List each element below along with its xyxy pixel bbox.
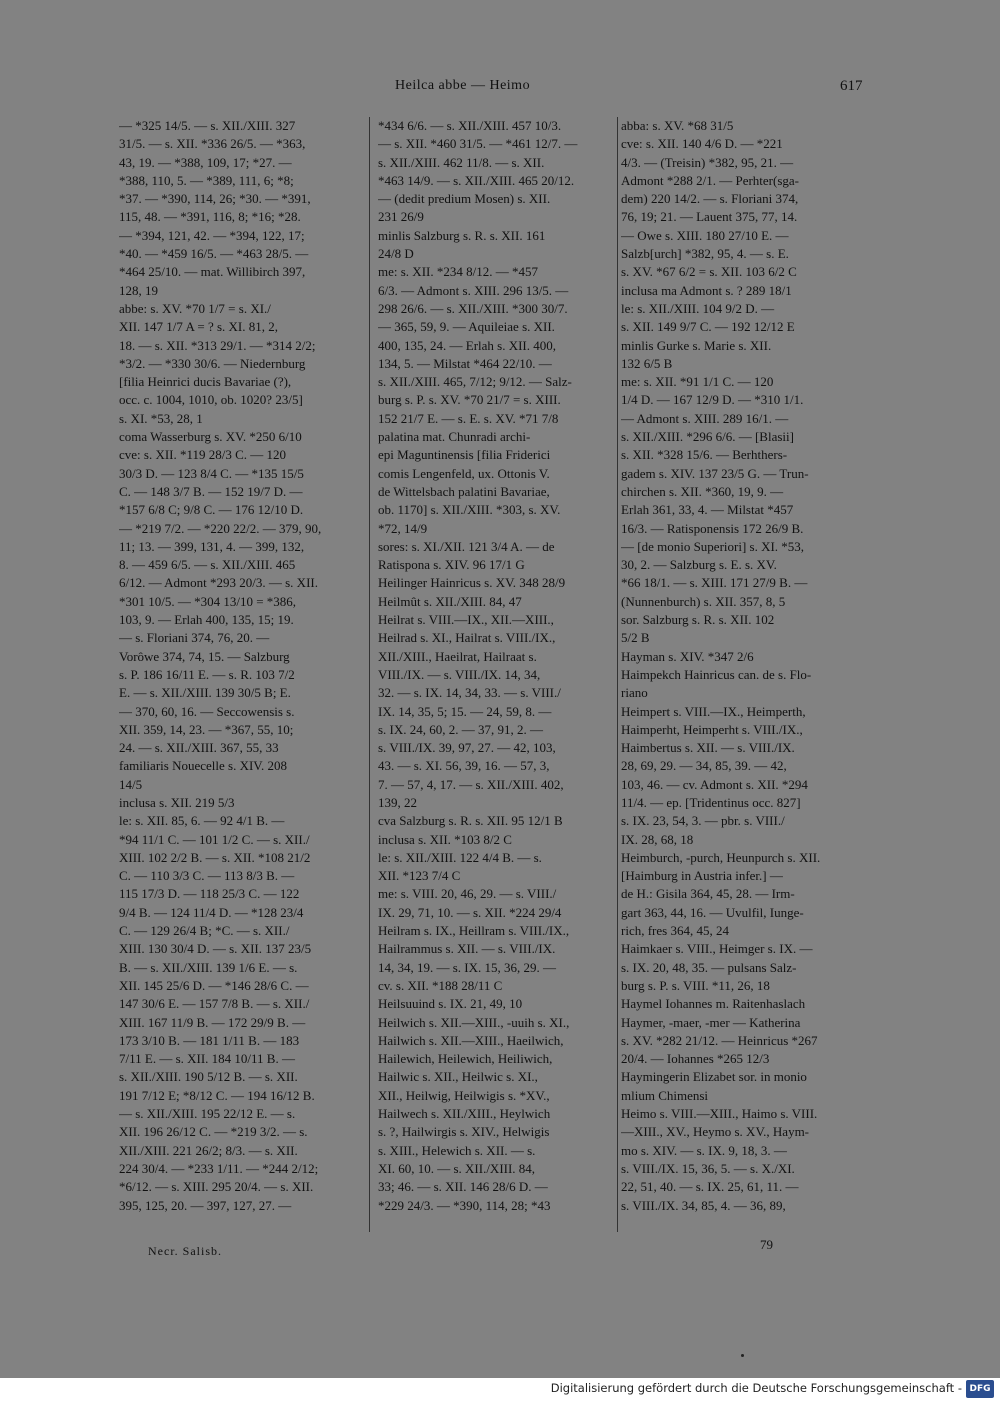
text-line: 28, 69, 29. — 34, 85, 39. — 42,	[621, 758, 787, 774]
text-line: s. VIII./IX. 39, 97, 27. — 42, 103,	[378, 740, 556, 756]
text-line: 128, 19	[119, 282, 158, 298]
text-line: 395, 125, 20. — 397, 127, 27. —	[119, 1197, 292, 1213]
text-line: 14/5	[119, 776, 143, 792]
text-line: — s. XII./XIII. 195 22/12 E. — s.	[119, 1106, 296, 1122]
text-line: le: s. XII./XIII. 104 9/2 D. —	[621, 300, 775, 316]
text-line: coma Wasserburg s. XV. *250 6/10	[119, 429, 302, 445]
text-line: 134, 5. — Milstat *464 22/10. —	[378, 355, 552, 371]
text-line: 7. — 57, 4, 17. — s. XII./XIII. 402,	[378, 776, 564, 792]
text-line: 115, 48. — *391, 116, 8; *16; *28.	[119, 209, 301, 225]
text-line: 139, 22	[378, 794, 417, 810]
text-line: s. IX. 24, 60, 2. — 37, 91, 2. —	[378, 721, 544, 737]
text-line: 43. — s. XI. 56, 39, 16. — 57, 3,	[378, 758, 550, 774]
text-line: *66 18/1. — s. XIII. 171 27/9 B. —	[621, 575, 808, 591]
text-line: Heilsuuind s. IX. 21, 49, 10	[378, 996, 523, 1012]
text-line: — (dedit predium Mosen) s. XII.	[378, 191, 551, 207]
text-line: XII./XIII. 221 26/2; 8/3. — s. XII.	[119, 1142, 298, 1158]
text-line: me: s. VIII. 20, 46, 29. — s. VIII./	[378, 886, 557, 902]
text-line: mo s. XIV. — s. IX. 9, 18, 3. —	[621, 1142, 787, 1158]
text-line: 16/3. — Ratisponensis 172 26/9 B.	[621, 520, 804, 536]
text-line: 152 21/7 E. — s. E. s. XV. *71 7/8	[378, 410, 559, 426]
text-line: s. XII./XIII. 462 11/8. — s. XII.	[378, 154, 545, 170]
text-line: 11; 13. — 399, 131, 4. — 399, 132,	[119, 538, 305, 554]
text-line: — Admont s. XIII. 289 16/1. —	[621, 410, 789, 426]
text-line: le: s. XII. 85, 6. — 92 4/1 B. —	[119, 813, 285, 829]
text-line: XII. *123 7/4 C	[378, 868, 461, 884]
text-line: Erlah 361, 33, 4. — Milstat *457	[621, 502, 794, 518]
text-line: 24/8 D	[378, 246, 414, 262]
text-line: Heilrat s. VIII.—IX., XII.—XIII.,	[378, 612, 554, 628]
text-line: 231 26/9	[378, 209, 424, 225]
text-line: *94 11/1 C. — 101 1/2 C. — s. XII./	[119, 831, 310, 847]
text-line: — Owe s. XIII. 180 27/10 E. —	[621, 227, 789, 243]
text-line: 14, 34, 19. — s. IX. 15, 36, 29. —	[378, 959, 557, 975]
text-line: s. XI. *53, 28, 1	[119, 410, 203, 426]
text-line: — [de monio Superiori] s. XI. *53,	[621, 538, 805, 554]
text-line: 5/2 B	[621, 630, 650, 646]
text-line: Hailwech s. XII./XIII., Heylwich	[378, 1106, 551, 1122]
text-line: Hailewich, Heilewich, Heiliwich,	[378, 1051, 553, 1067]
text-line: 400, 135, 24. — Erlah s. XII. 400,	[378, 337, 557, 353]
text-line: minlis Gurke s. Marie s. XII.	[621, 337, 772, 353]
text-line: Haimperht, Heimperht s. VIII./IX.,	[621, 721, 803, 737]
text-line: B. — s. XII./XIII. 139 1/6 E. — s.	[119, 959, 298, 975]
speck	[741, 1354, 744, 1357]
text-line: 30/3 D. — 123 8/4 C. — *135 15/5	[119, 465, 304, 481]
text-line: ob. 1170] s. XII./XIII. *303, s. XV.	[378, 502, 561, 518]
text-line: 43, 19. — *388, 109, 17; *27. —	[119, 154, 292, 170]
column-divider	[369, 117, 370, 1232]
text-line: *229 24/3. — *390, 114, 28; *43	[378, 1197, 551, 1213]
text-line: XII., Heilwig, Heilwigis s. *XV.,	[378, 1087, 550, 1103]
text-column-2	[378, 117, 615, 1215]
text-line: [filia Heinrici ducis Bavariae (?),	[119, 374, 292, 390]
text-line: *388, 110, 5. — *389, 111, 6; *8;	[119, 172, 294, 188]
text-line: 132 6/5 B	[621, 355, 673, 371]
text-line: Haymer, -maer, -mer — Katherina	[621, 1014, 801, 1030]
text-line: C. — 110 3/3 C. — 113 8/3 B. —	[119, 868, 295, 884]
text-line: C. — 129 26/4 B; *C. — s. XII./	[119, 923, 290, 939]
page-number: 617	[840, 78, 863, 94]
text-line: 22, 51, 40. — s. IX. 25, 61, 11. —	[621, 1179, 799, 1195]
text-line: 33; 46. — s. XII. 146 28/6 D. —	[378, 1179, 548, 1195]
text-line: *37. — *390, 114, 26; *30. — *391,	[119, 191, 311, 207]
text-line: Haimkaer s. VIII., Heimger s. IX. —	[621, 941, 813, 957]
text-line: Heimo s. VIII.—XIII., Haimo s. VIII.	[621, 1106, 818, 1122]
text-line: *463 14/9. — s. XII./XIII. 465 20/12.	[378, 172, 575, 188]
text-line: *301 10/5. — *304 13/10 = *386,	[119, 593, 297, 609]
text-line: s. ?, Hailwirgis s. XIV., Helwigis	[378, 1124, 550, 1140]
text-line: Heilmût s. XII./XIII. 84, 47	[378, 593, 522, 609]
text-line: *464 25/10. — mat. Willibirch 397,	[119, 264, 306, 280]
text-line: comis Lengenfeld, ux. Ottonis V.	[378, 465, 550, 481]
text-line: — 370, 60, 16. — Seccowensis s.	[119, 703, 295, 719]
signature-mark: 79	[760, 1237, 773, 1252]
text-line: Heimburch, -purch, Heunpurch s. XII.	[621, 849, 821, 865]
text-line: *3/2. — *330 30/6. — Niedernburg	[119, 355, 306, 371]
text-line: XII. 147 1/7 A = ? s. XI. 81, 2,	[119, 319, 278, 335]
text-line: rich, fres 364, 45, 24	[621, 923, 729, 939]
text-line: inclusa s. XII. 219 5/3	[119, 794, 235, 810]
text-line: Hailrammus s. XII. — s. VIII./IX.	[378, 941, 556, 957]
text-line: [Haimburg in Austria infer.] —	[621, 868, 783, 884]
text-line: burg s. P. s. XV. *70 21/7 = s. XIII.	[378, 392, 561, 408]
text-line: me: s. XII. *91 1/1 C. — 120	[621, 374, 774, 390]
text-line: (Nunnenburch) s. XII. 357, 8, 5	[621, 593, 786, 609]
text-line: 7/11 E. — s. XII. 184 10/11 B. —	[119, 1051, 295, 1067]
text-line: 173 3/10 B. — 181 1/11 B. — 183	[119, 1032, 300, 1048]
text-line: *434 6/6. — s. XII./XIII. 457 10/3.	[378, 118, 562, 133]
text-line: *72, 14/9	[378, 520, 428, 536]
text-line: s. XII. 149 9/7 C. — 192 12/12 E	[621, 319, 795, 335]
text-line: 30, 2. — Salzburg s. E. s. XV.	[621, 557, 777, 573]
text-line: Hayman s. XIV. *347 2/6	[621, 648, 754, 664]
text-line: Heilinger Hainricus s. XV. 348 28/9	[378, 575, 566, 591]
text-line: Admont *288 2/1. — Perhter(sga-	[621, 172, 800, 188]
text-line: sor. Salzburg s. R. s. XII. 102	[621, 612, 775, 628]
text-line: s. IX. 20, 48, 35. — pulsans Salz-	[621, 959, 797, 975]
text-line: Haymingerin Elizabet sor. in monio	[621, 1069, 807, 1085]
text-line: *40. — *459 16/5. — *463 28/5. —	[119, 246, 309, 262]
text-line: — s. Floriani 374, 76, 20. —	[119, 630, 270, 646]
text-line: me: s. XII. *234 8/12. — *457	[378, 264, 538, 280]
text-line: 103, 46. — cv. Admont s. XII. *294	[621, 776, 808, 792]
text-line: dem) 220 14/2. — s. Floriani 374,	[621, 191, 799, 207]
text-line: C. — 148 3/7 B. — 152 19/7 D. —	[119, 483, 303, 499]
text-line: burg s. P. s. VIII. *11, 26, 18	[621, 977, 770, 993]
text-line: Heilram s. IX., Heillram s. VIII./IX.,	[378, 923, 570, 939]
text-line: 18. — s. XII. *313 29/1. — *314 2/2;	[119, 337, 316, 353]
text-line: XIII. 130 30/4 D. — s. XII. 137 23/5	[119, 941, 312, 957]
text-line: — *394, 121, 42. — *394, 122, 17;	[119, 227, 305, 243]
dfg-logo: DFG	[966, 1380, 994, 1398]
text-line: 147 30/6 E. — 157 7/8 B. — s. XII./	[119, 996, 310, 1012]
text-line: Haimbertus s. XII. — s. VIII./IX.	[621, 740, 795, 756]
text-line: s. XII./XIII. *296 6/6. — [Blasii]	[621, 429, 794, 445]
text-line: sores: s. XI./XII. 121 3/4 A. — de	[378, 538, 555, 554]
text-line: 20/4. — Iohannes *265 12/3	[621, 1051, 770, 1067]
text-line: 4/3. — (Treisin) *382, 95, 21. —	[621, 154, 794, 170]
text-line: s. XII./XIII. 465, 7/12; 9/12. — Salz-	[378, 374, 572, 390]
text-line: Haymel Iohannes m. Raitenhaslach	[621, 996, 806, 1012]
text-line: 224 30/4. — *233 1/11. — *244 2/12;	[119, 1160, 319, 1176]
text-line: inclusa ma Admont s. ? 289 18/1	[621, 282, 792, 298]
text-line: palatina mat. Chunradi archi-	[378, 429, 531, 445]
text-line: Hailwich s. XII.—XIII., Haeilwich,	[378, 1032, 564, 1048]
text-line: — s. XII. *460 31/5. — *461 12/7. —	[378, 136, 578, 152]
text-line: s. XII./XIII. 190 5/12 B. — s. XII.	[119, 1069, 298, 1085]
text-line: Heilrad s. XI., Hailrat s. VIII./IX.,	[378, 630, 556, 646]
text-line: VIII./IX. — s. VIII./IX. 14, 34,	[378, 666, 541, 682]
text-line: IX. 14, 35, 5; 15. — 24, 59, 8. —	[378, 703, 552, 719]
text-line: XII. 145 25/6 D. — *146 28/6 C. —	[119, 977, 309, 993]
text-line: 8. — 459 6/5. — s. XII./XIII. 465	[119, 557, 296, 573]
text-line: s. XII. *328 15/6. — Berhthers-	[621, 447, 788, 463]
text-line: 24. — s. XII./XIII. 367, 55, 33	[119, 740, 279, 756]
text-line: 31/5. — s. XII. *336 26/5. — *363,	[119, 136, 306, 152]
text-line: occ. c. 1004, 1010, ob. 1020? 23/5]	[119, 392, 303, 408]
text-line: XIII. 167 11/9 B. — 172 29/9 B. —	[119, 1014, 306, 1030]
text-line: cv. s. XII. *188 28/11 C	[378, 977, 503, 993]
text-line: s. XV. *282 21/12. — Heinricus *267	[621, 1032, 818, 1048]
text-line: s. P. 186 16/11 E. — s. R. 103 7/2	[119, 666, 295, 682]
text-column-1	[119, 117, 359, 1215]
text-line: — *325 14/5. — s. XII./XIII. 327	[119, 118, 296, 133]
running-header: Heilca abbe — Heimo	[395, 78, 531, 93]
text-line: minlis Salzburg s. R. s. XII. 161	[378, 227, 546, 243]
text-line: IX. 28, 68, 18	[621, 831, 694, 847]
text-line: 11/4. — ep. [Tridentinus occ. 827]	[621, 794, 801, 810]
footer-source: Necr. Salisb.	[148, 1244, 222, 1258]
text-line: cve: s. XII. 140 4/6 D. — *221	[621, 136, 783, 152]
text-column-3	[621, 117, 866, 1215]
text-line: — *219 7/2. — *220 22/2. — 379, 90,	[119, 520, 322, 536]
text-line: inclusa s. XII. *103 8/2 C	[378, 831, 512, 847]
text-line: XII. 359, 14, 23. — *367, 55, 10;	[119, 721, 294, 737]
text-line: chirchen s. XII. *360, 19, 9. —	[621, 483, 784, 499]
text-line: cve: s. XII. *119 28/3 C. — 120	[119, 447, 287, 463]
text-line: s. IX. 23, 54, 3. — pbr. s. VIII./	[621, 813, 785, 829]
text-line: 191 7/12 E; *8/12 C. — 194 16/12 B.	[119, 1087, 315, 1103]
text-line: Salzb[urch] *382, 95, 4. — s. E.	[621, 246, 789, 262]
text-line: Haimpekch Hainricus can. de s. Flo-	[621, 666, 812, 682]
text-line: *6/12. — s. XIII. 295 20/4. — s. XII.	[119, 1179, 314, 1195]
column-divider	[617, 117, 618, 1232]
text-line: XII./XIII., Haeilrat, Hailraat s.	[378, 648, 537, 664]
text-line: epi Maguntinensis [filia Friderici	[378, 447, 551, 463]
text-line: s. VIII./IX. 15, 36, 5. — s. X./XI.	[621, 1160, 795, 1176]
text-line: — 365, 59, 9. — Aquileiae s. XII.	[378, 319, 555, 335]
text-line: riano	[621, 685, 648, 701]
text-line: s. XV. *67 6/2 = s. XII. 103 6/2 C	[621, 264, 797, 280]
text-line: mlium Chimensi	[621, 1087, 709, 1103]
credit-text: Digitalisierung gefördert durch die Deutsche Forschungsgemeinschaft -	[550, 1381, 962, 1395]
text-line: IX. 29, 71, 10. — s. XII. *224 29/4	[378, 904, 562, 920]
text-line: 32. — s. IX. 14, 34, 33. — s. VIII./	[378, 685, 561, 701]
text-line: 298 26/6. — s. XII./XIII. *300 30/7.	[378, 300, 568, 316]
text-line: abba: s. XV. *68 31/5	[621, 118, 734, 133]
text-line: 76, 19; 21. — Lauent 375, 77, 14.	[621, 209, 798, 225]
text-line: gadem s. XIV. 137 23/5 G. — Trun-	[621, 465, 809, 481]
text-line: 9/4 B. — 124 11/4 D. — *128 23/4	[119, 904, 304, 920]
text-line: Heilwich s. XII.—XIII., -uuih s. XI.,	[378, 1014, 570, 1030]
text-line: familiaris Nouecelle s. XIV. 208	[119, 758, 287, 774]
text-line: abbe: s. XV. *70 1/7 = s. XI./	[119, 300, 271, 316]
text-line: cva Salzburg s. R. s. XII. 95 12/1 B	[378, 813, 563, 829]
text-line: 103, 9. — Erlah 400, 135, 15; 19.	[119, 612, 294, 628]
text-line: 115 17/3 D. — 118 25/3 C. — 122	[119, 886, 300, 902]
text-line: E. — s. XII./XIII. 139 30/5 B; E.	[119, 685, 291, 701]
text-line: Heimpert s. VIII.—IX., Heimperth,	[621, 703, 806, 719]
text-line: le: s. XII./XIII. 122 4/4 B. — s.	[378, 849, 542, 865]
text-line: XII. 196 26/12 C. — *219 3/2. — s.	[119, 1124, 308, 1140]
text-line: —XIII., XV., Heymo s. XV., Haym-	[621, 1124, 810, 1140]
text-line: Hailwic s. XII., Heilwic s. XI.,	[378, 1069, 538, 1085]
text-line: 6/3. — Admont s. XIII. 296 13/5. —	[378, 282, 569, 298]
text-line: Ratispona s. XIV. 96 17/1 G	[378, 557, 525, 573]
text-line: s. VIII./IX. 34, 85, 4. — 36, 89,	[621, 1197, 786, 1213]
text-line: 6/12. — Admont *293 20/3. — s. XII.	[119, 575, 318, 591]
text-line: de Wittelsbach palatini Bavariae,	[378, 483, 550, 499]
text-line: de H.: Gisila 364, 45, 28. — Irm-	[621, 886, 795, 902]
text-line: s. XIII., Helewich s. XII. — s.	[378, 1142, 536, 1158]
text-line: gart 363, 44, 16. — Uvulfil, Iunge-	[621, 904, 804, 920]
text-line: XIII. 102 2/2 B. — s. XII. *108 21/2	[119, 849, 311, 865]
text-line: XI. 60, 10. — s. XII./XIII. 84,	[378, 1160, 536, 1176]
text-line: *157 6/8 C; 9/8 C. — 176 12/10 D.	[119, 502, 304, 518]
text-line: Vorôwe 374, 74, 15. — Salzburg	[119, 648, 290, 664]
text-line: 1/4 D. — 167 12/9 D. — *310 1/1.	[621, 392, 804, 408]
